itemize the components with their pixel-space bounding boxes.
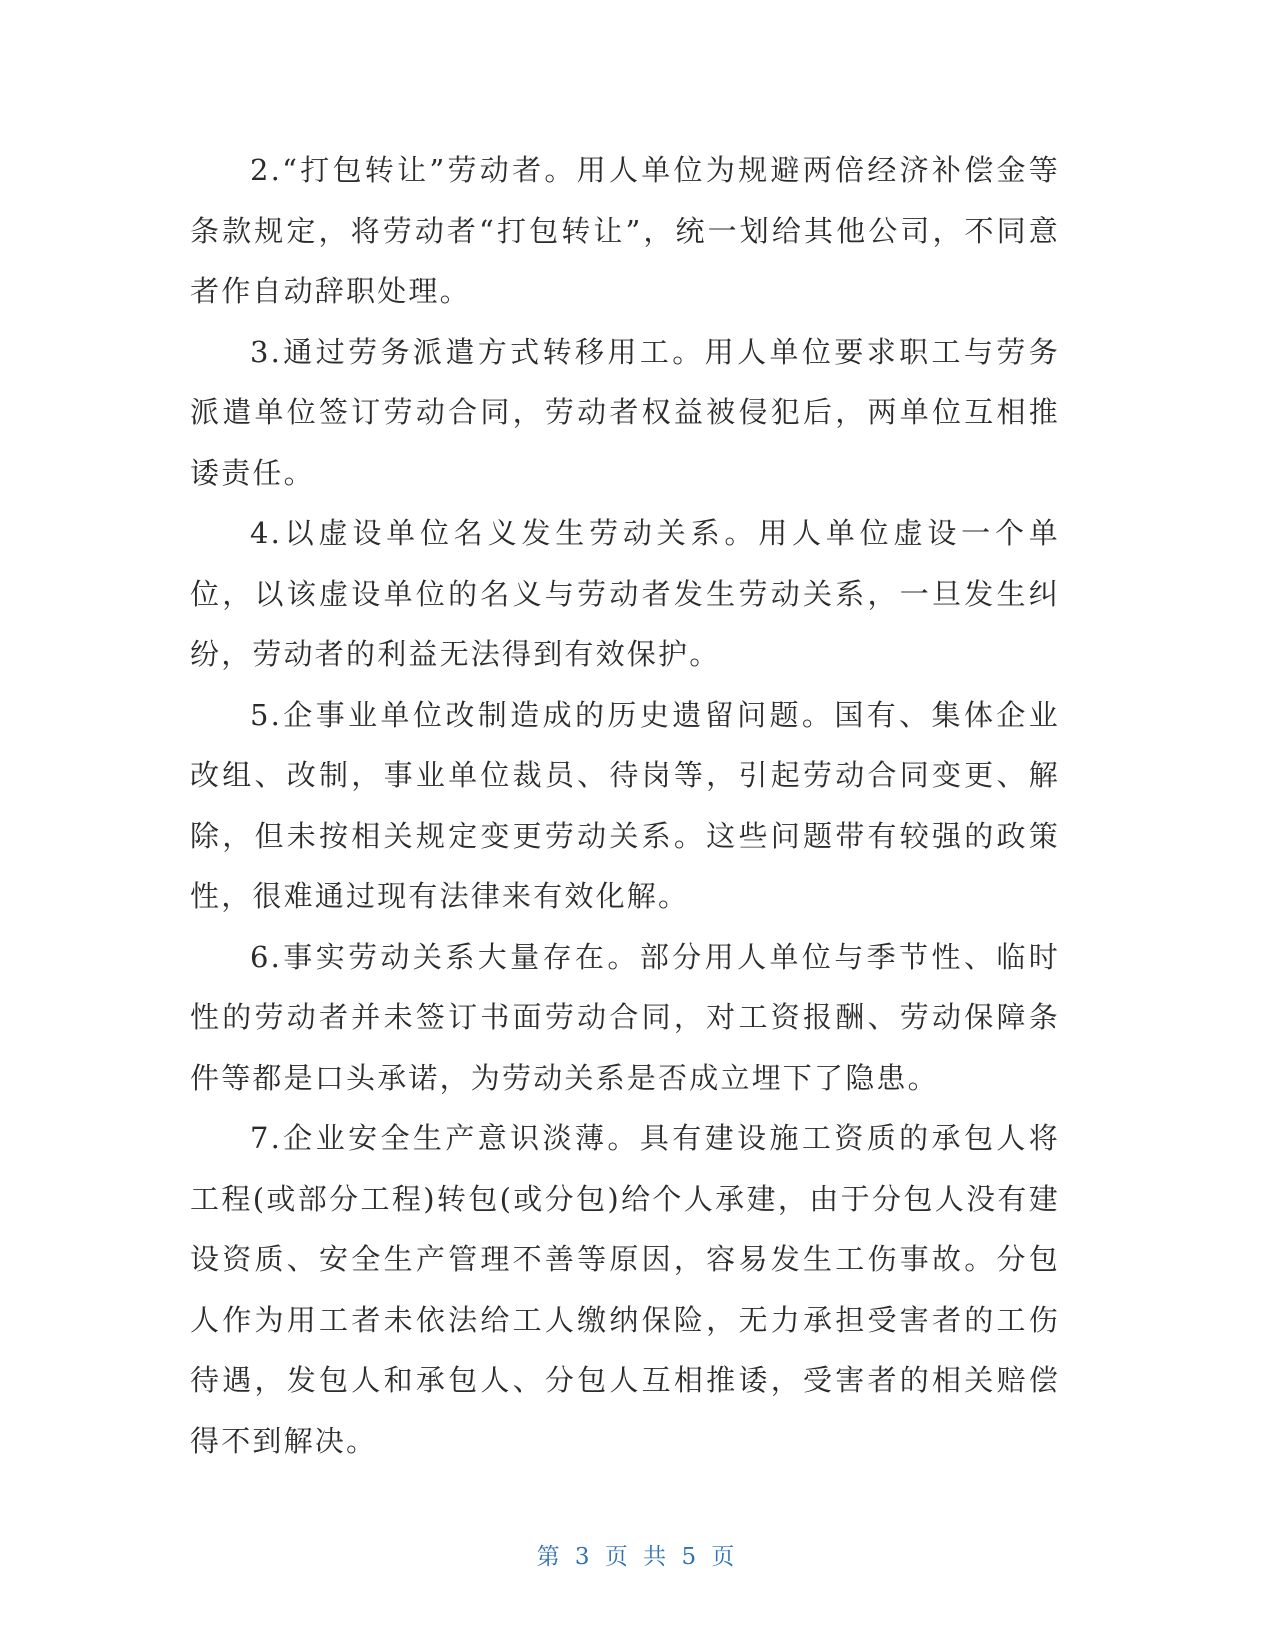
paragraph-item-3: 3.通过劳务派遣方式转移用工。用人单位要求职工与劳务派遣单位签订劳动合同，劳动者权益被侵犯后，两单位互相推诿责任。 xyxy=(190,334,1060,490)
paragraph-item-2: 2.“打包转让”劳动者。用人单位为规避两倍经济补偿金等条款规定，将劳动者“打包转让”，统一划给其他公司，不同意者作自动辞职处理。 xyxy=(190,153,1060,308)
paragraph-item-4: 4.以虚设单位名义发生劳动关系。用人单位虚设一个单位，以该虚设单位的名义与劳动者发生劳动关系，一旦发生纠纷，劳动者的利益无法得到有效保护。 xyxy=(190,516,1060,671)
paragraph-item-6: 6.事实劳动关系大量存在。部分用人单位与季节性、临时性的劳动者并未签订书面劳动合同，对工资报酬、劳动保障条件等都是口头承诺，为劳动关系是否成立埋下了隐患。 xyxy=(190,939,1060,1095)
paragraph-item-5: 5.企事业单位改制造成的历史遗留问题。国有、集体企业改组、改制，事业单位裁员、待岗等，引起劳动合同变更、解除，但未按相关规定变更劳动关系。这些问题带有较强的政策性，很难通过现有法律来有效化解。 xyxy=(190,697,1060,913)
page-footer xyxy=(0,1538,1275,1571)
paragraph-item-7: 7.企业安全生产意识淡薄。具有建设施工资质的承包人将工程(或部分工程)转包(或分包)给个人承建，由于分包人没有建设资质、安全生产管理不善等原因，容易发生工伤事故。分包人作为用工者未依法给工人缴纳保险，无力承担受害者的工伤待遇，发包人和承包人、分包人互相推诿，受害者的相关赔偿得不到解决。 xyxy=(190,1121,1060,1458)
page-number-label: 第 3 页 共 5 页 xyxy=(536,1544,739,1570)
page-body xyxy=(190,140,1060,1471)
